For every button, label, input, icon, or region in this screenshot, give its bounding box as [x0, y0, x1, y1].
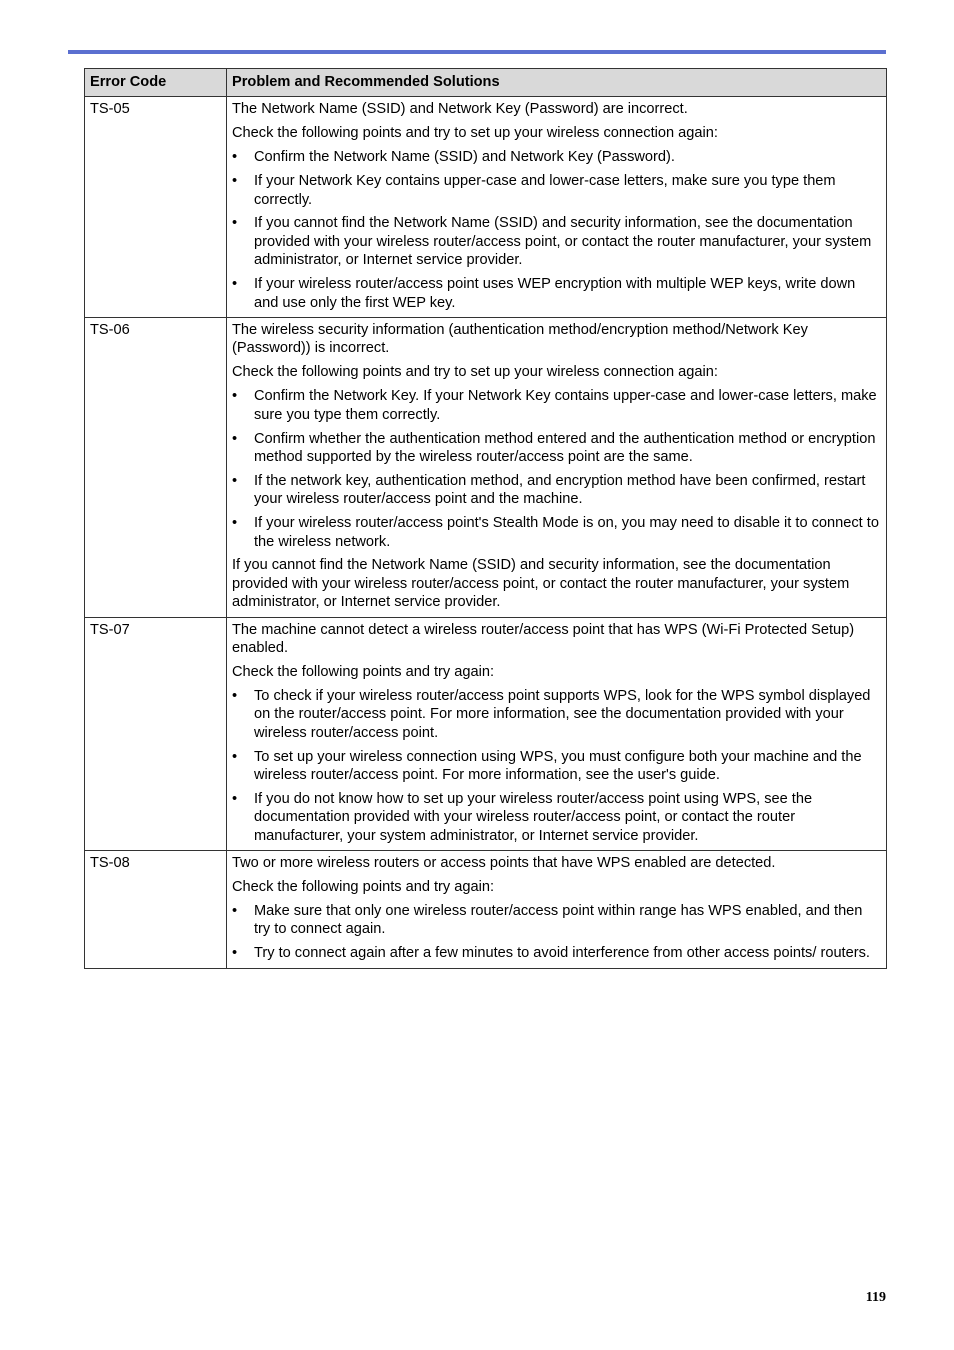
bullet-icon: • — [232, 472, 238, 489]
solution-cell — [227, 851, 887, 969]
error-code-cell: TS-08 — [85, 851, 227, 969]
column-header-error-code: Error Code — [85, 69, 227, 97]
error-code-table — [84, 68, 887, 969]
bullet-item — [232, 275, 881, 312]
bullet-list — [232, 687, 881, 845]
bullet-item — [232, 148, 881, 166]
table-row — [85, 851, 887, 969]
bullet-icon: • — [232, 430, 238, 447]
bullet-item — [232, 214, 881, 269]
bullet-text: If the network key, authentication method, and encryption method have been confirmed, restart your wireless router/access point and the machine. — [254, 472, 866, 508]
error-code-cell: TS-06 — [85, 317, 227, 617]
bullet-text: Confirm the Network Name (SSID) and Network Key (Password). — [254, 149, 675, 166]
bullet-item — [232, 472, 881, 509]
bullet-icon: • — [232, 902, 238, 919]
bullet-item — [232, 387, 881, 424]
bullet-text: If you do not know how to set up your wireless router/access point using WPS, see the documentation provided with your wireless router/access point, or contact the router manufacturer, your system administrator, or Internet service provider. — [254, 790, 813, 844]
solution-paragraph: Check the following points and try to set up your wireless connection again: — [232, 125, 718, 142]
bullet-icon: • — [232, 276, 238, 293]
solution-content — [232, 321, 881, 612]
table-header-row — [85, 69, 887, 97]
bullet-item — [232, 172, 881, 209]
bullet-item — [232, 748, 881, 785]
solution-paragraph: Two or more wireless routers or access points that have WPS enabled are detected. — [232, 855, 776, 872]
bullet-item — [232, 902, 881, 939]
bullet-text: To check if your wireless router/access point supports WPS, look for the WPS symbol displayed on the router/access point. For more information, see the documentation provided with your wireless router/access point. — [254, 687, 871, 741]
bullet-text: If your wireless router/access point's Stealth Mode is on, you may need to disable it to connect to the wireless network. — [254, 515, 879, 550]
solution-cell — [227, 617, 887, 850]
table-row — [85, 97, 887, 318]
bullet-item — [232, 430, 881, 467]
bullet-text: Make sure that only one wireless router/access point within range has WPS enabled, and then try to connect again. — [254, 902, 863, 938]
solution-cell — [227, 317, 887, 617]
table-row — [85, 617, 887, 850]
bullet-text: If your Network Key contains upper-case and lower-case letters, make sure you type them correctly. — [254, 173, 836, 208]
solution-content — [232, 621, 881, 845]
error-code-cell: TS-07 — [85, 617, 227, 850]
bullet-icon: • — [232, 790, 238, 807]
solution-paragraph: Check the following points and try again: — [232, 879, 495, 896]
bullet-list — [232, 902, 881, 963]
page-number: 119 — [865, 1290, 886, 1305]
bullet-list — [232, 148, 881, 312]
solution-content — [232, 100, 881, 312]
bullet-text: If your wireless router/access point uses WEP encryption with multiple WEP keys, write down and use only the first WEP key. — [254, 276, 856, 311]
bullet-icon: • — [232, 748, 238, 765]
bullet-text: Try to connect again after a few minutes to avoid interference from other access points/ routers. — [254, 945, 870, 962]
bullet-item — [232, 944, 881, 962]
solution-paragraph: Check the following points and try again: — [232, 663, 495, 680]
bullet-icon: • — [232, 687, 238, 704]
table-row — [85, 317, 887, 617]
solution-paragraph: The Network Name (SSID) and Network Key (Password) are incorrect. — [232, 101, 688, 118]
solution-cell — [227, 97, 887, 318]
bullet-icon: • — [232, 945, 238, 962]
bullet-list — [232, 387, 881, 551]
bullet-item — [232, 687, 881, 742]
bullet-text: To set up your wireless connection using WPS, you must configure both your machine and the wireless router/access point. For more information, see the user's guide. — [254, 748, 862, 783]
bullet-item — [232, 514, 881, 551]
bullet-text: If you cannot find the Network Name (SSID) and security information, see the documentation provided with your wireless router/access point, or contact the router manufacturer, your system administrator, or Internet service provider. — [254, 215, 872, 269]
solution-paragraph: The machine cannot detect a wireless router/access point that has WPS (Wi-Fi Protected Setup) enabled. — [232, 621, 855, 657]
bullet-icon: • — [232, 149, 238, 166]
error-code-cell: TS-05 — [85, 97, 227, 318]
bullet-item — [232, 790, 881, 845]
solution-paragraph: Check the following points and try to set up your wireless connection again: — [232, 364, 718, 381]
header-rule — [68, 50, 886, 54]
solution-paragraph: The wireless security information (authentication method/encryption method/Network Key (Password)) is incorrect. — [232, 321, 808, 357]
bullet-text: Confirm whether the authentication method entered and the authentication method or encryption method supported by the wireless router/access point are the same. — [254, 430, 876, 465]
solution-paragraph: If you cannot find the Network Name (SSID) and security information, see the documentation provided with your wireless router/access point, or contact the router manufacturer, your system administrator, or Internet service provider. — [232, 557, 850, 611]
table-body — [85, 97, 887, 968]
bullet-icon: • — [232, 215, 238, 232]
bullet-text: Confirm the Network Key. If your Network Key contains upper-case and lower-case letters, make sure you type them correctly. — [254, 388, 877, 423]
solution-content — [232, 854, 881, 963]
bullet-icon: • — [232, 388, 238, 405]
column-header-solutions: Problem and Recommended Solutions — [227, 69, 887, 97]
bullet-icon: • — [232, 515, 238, 532]
bullet-icon: • — [232, 173, 238, 190]
